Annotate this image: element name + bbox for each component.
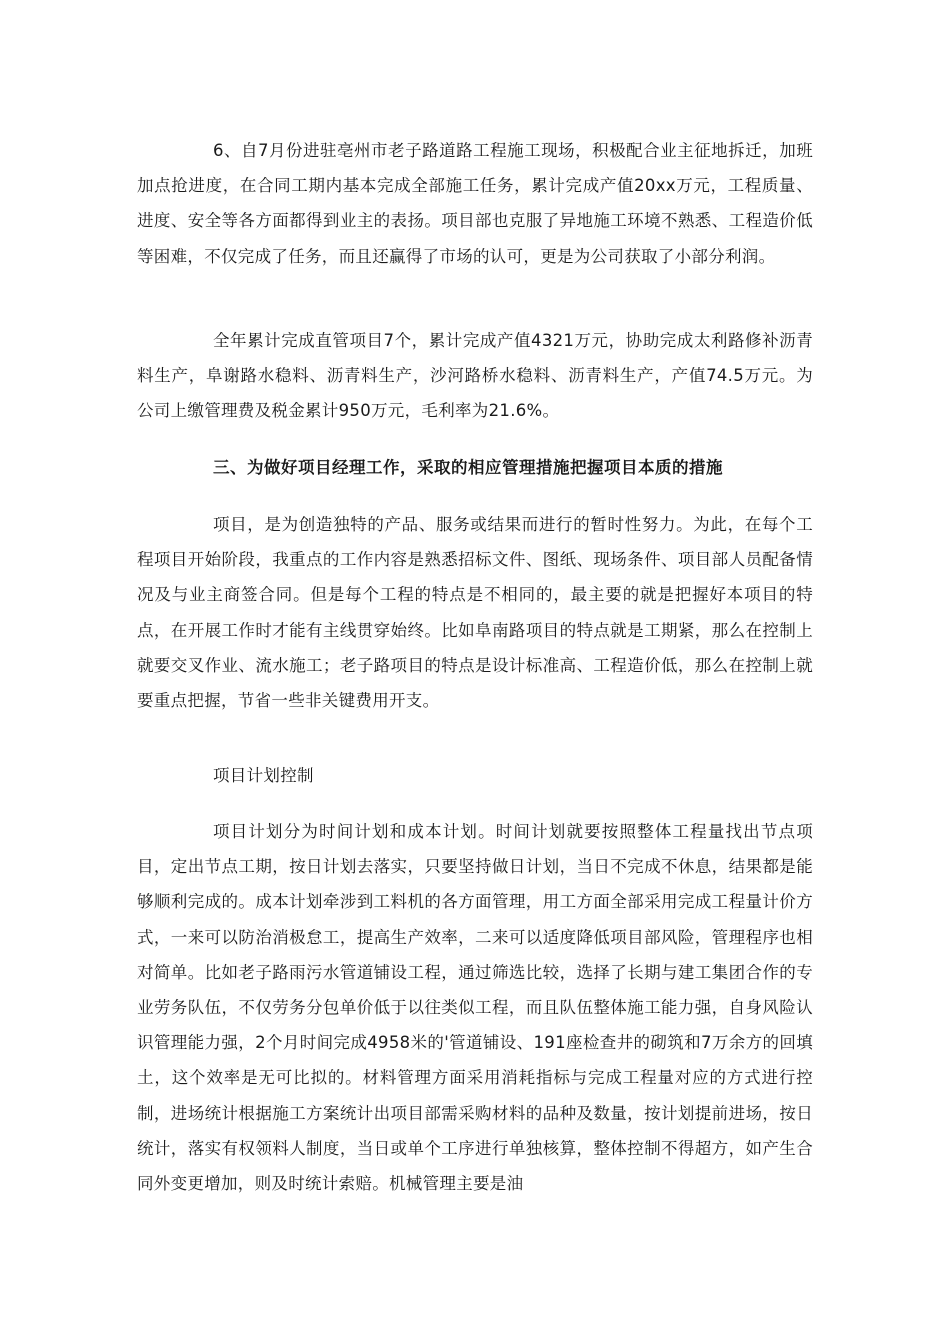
document-page [137, 0, 813, 1344]
paragraph-project-essence: 项目，是为创造独特的产品、服务或结果而进行的暂时性努力。为此，在每个工程项目开始阶段，我重点的工作内容是熟悉招标文件、图纸、现场条件、项目部人员配备情况及与业主商签合同。但是每个工程的特点是不相同的，最主要的就是把握好本项目的特点，在开展工作时才能有主线贯穿始终。比如阜南路项目的特点就是工期紧，那么在控制上就要交叉作业、流水施工；老子路项目的特点是设计标准高、工程造价低，那么在控制上就要重点把握，节省一些非关键费用开支。 [137, 515, 813, 711]
paragraph-plan-control-detail: 项目计划分为时间计划和成本计划。时间计划就要按照整体工程量找出节点项目，定出节点工期，按日计划去落实，只要坚持做日计划，当日不完成不休息，结果都是能够顺利完成的。成本计划牵涉到工料机的各方面管理，用工方面全部采用完成工程量计价方式，一来可以防治消极怠工，提高生产效率，二来可以适度降低项目部风险，管理程序也相对简单。比如老子路雨污水管道铺设工程，通过筛选比较，选择了长期与建工集团合作的专业劳务队伍，不仅劳务分包单价低于以往类似工程，而且队伍整体施工能力强，自身风险认识管理能力强，2个月时间完成4958米的'管道铺设、191座检查井的砌筑和7万余方的回填土，这个效率是无可比拟的。材料管理方面采用消耗指标与完成工程量对应的方式进行控制，进场统计根据施工方案统计出项目部需采购材料的品种及数量，按计划提前进场，按日统计，落实有权领料人制度，当日或单个工序进行单独核算，整体控制不得超方，如产生合同外变更增加，则及时统计索赔。机械管理主要是油 [137, 822, 813, 1194]
paragraph-project-laozi-road: 6、自7月份进驻亳州市老子路道路工程施工现场，积极配合业主征地拆迁，加班加点抢进度，在合同工期内基本完成全部施工任务，累计完成产值20xx万元，工程质量、进度、安全等各方面都得到业主的表扬。项目部也克服了异地施工环境不熟悉、工程造价低等困难，不仅完成了任务，而且还赢得了市场的认可，更是为公司获取了小部分利润。 [137, 141, 813, 266]
section-heading-management-measures: 三、为做好项目经理工作，采取的相应管理措施把握项目本质的措施 [213, 458, 723, 477]
subheading-project-plan-control: 项目计划控制 [213, 766, 314, 785]
paragraph-annual-summary: 全年累计完成直管项目7个，累计完成产值4321万元，协助完成太利路修补沥青料生产，阜谢路水稳料、沥青料生产，沙河路桥水稳料、沥青料生产，产值74.5万元。为公司上缴管理费及税金累计950万元，毛利率为21.6%。 [137, 331, 813, 421]
